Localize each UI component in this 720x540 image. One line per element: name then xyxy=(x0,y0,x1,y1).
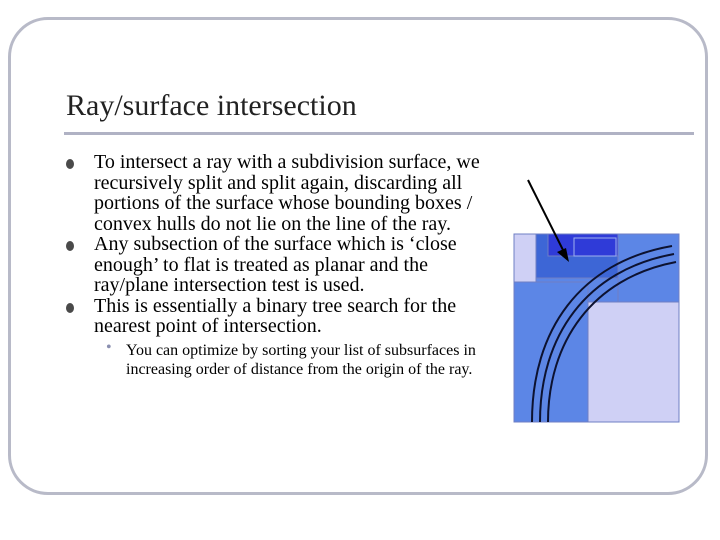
sub-bullet-text: You can optimize by sorting your list of subsurfaces in increasing order of distance from the origin of the ray. xyxy=(126,341,476,378)
sub-bullet-dot-icon: • xyxy=(106,338,112,356)
bullet-text: To intersect a ray with a subdivision surface, we recursively split and split again, discarding all portions of the surface whose bounding boxes / convex hulls do not lie on the line of the ray. xyxy=(94,151,480,235)
bullet-text: Any subsection of the surface which is ‘close enough’ to flat is treated as planar and the ray/plane intersection test is used. xyxy=(94,233,457,296)
slide-title: Ray/surface intersection xyxy=(66,89,357,122)
bullet-text: This is essentially a binary tree search for the nearest point of intersection. xyxy=(94,294,457,337)
light-subbox xyxy=(514,234,536,282)
light-subbox xyxy=(588,302,679,422)
